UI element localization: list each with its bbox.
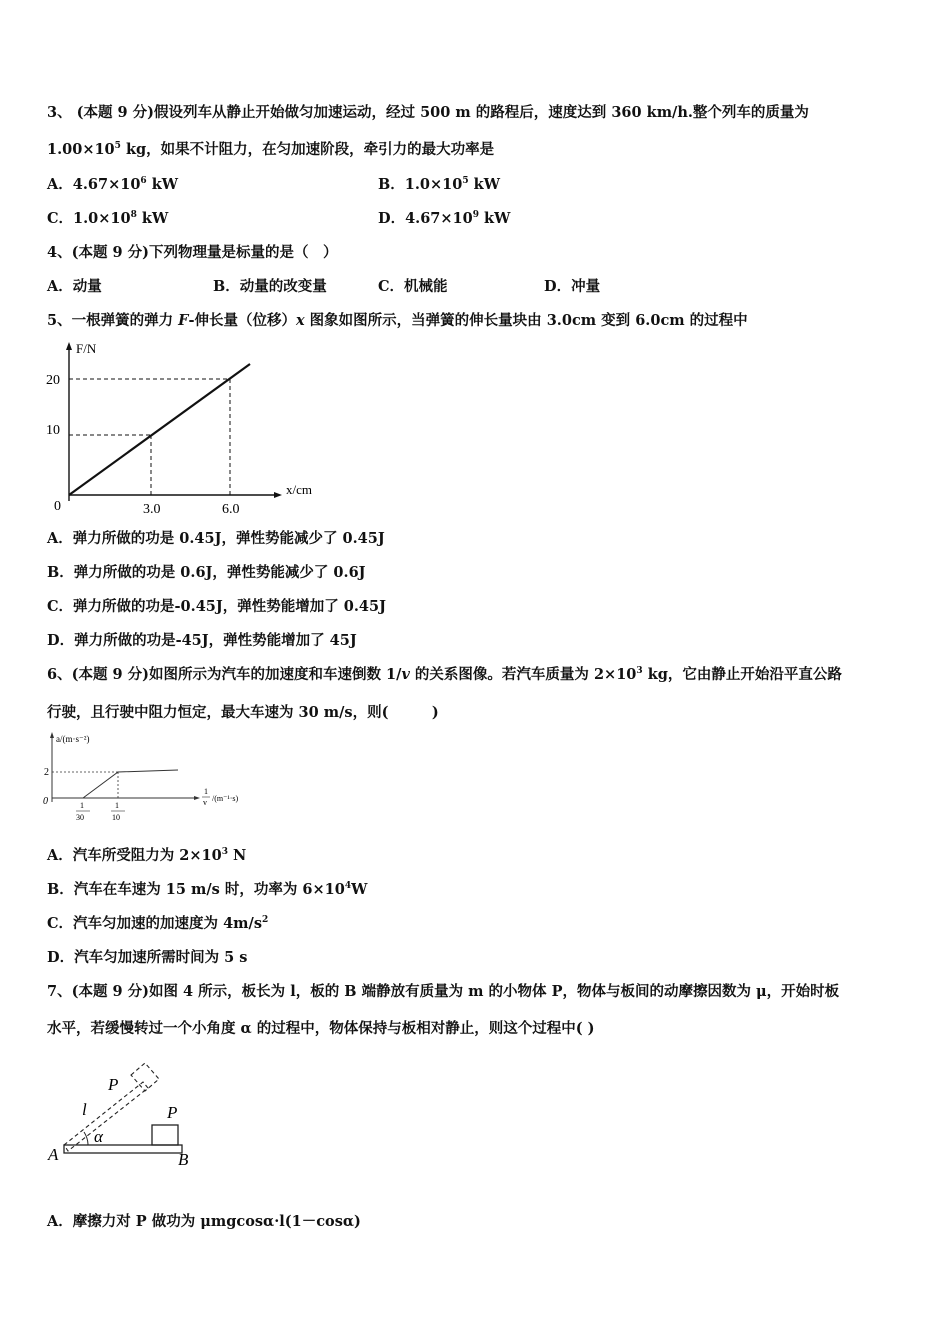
option-tail: N <box>227 847 247 864</box>
option-unit: kW <box>146 176 179 193</box>
q6-stem-line2: 行驶，且行驶中阻力恒定，最大车速为 30 m/s，则( ) <box>47 704 439 721</box>
q4-option-d[interactable]: D．冲量 <box>544 278 601 295</box>
origin-label: 0 <box>43 796 48 807</box>
origin-label: 0 <box>54 499 61 514</box>
q5-option-d[interactable]: D．弹力所做的功是-45J，弹性势能增加了 45J <box>47 632 357 649</box>
var-f: F <box>178 312 189 329</box>
y-axis-label: a/(m·s⁻²) <box>56 734 90 744</box>
q3-mass: 1.00×10 <box>47 141 115 158</box>
option-exp: 3 <box>221 847 228 857</box>
incline-board-figure <box>40 1052 210 1172</box>
q3-stem-tail: kg，如果不计阻力，在匀加速阶段，牵引力的最大功率是 <box>120 141 495 158</box>
block-p-tilted <box>131 1063 159 1091</box>
spring-force-graph <box>38 338 328 518</box>
option-text: A．汽车所受阻力为 2×10 <box>47 847 222 864</box>
var-v: v <box>401 666 410 683</box>
q3-option-d[interactable] <box>378 209 510 229</box>
block-p-flat <box>152 1125 178 1145</box>
x-axis-arrow <box>274 492 282 498</box>
label-p-right: P <box>167 1103 178 1122</box>
q6-stem-line1 <box>47 665 842 685</box>
force-line <box>69 364 250 495</box>
label-alpha: α <box>94 1127 103 1146</box>
option-exp: 4 <box>344 881 352 891</box>
q5-option-c[interactable]: C．弹力所做的功是-0.45J，弹性势能增加了 0.45J <box>47 598 386 615</box>
q3-option-b[interactable] <box>378 175 500 195</box>
option-value: 1.0×10 <box>73 210 131 227</box>
board-horizontal <box>64 1145 182 1153</box>
q5-stem <box>47 311 748 331</box>
q3-option-a[interactable] <box>47 175 178 195</box>
x-label-unit: /(m⁻¹·s) <box>212 794 239 803</box>
option-exp: 5 <box>462 176 469 186</box>
accel-curve <box>83 770 178 798</box>
stem-part: 图象如图所示，当弹簧的伸长量块由 3.0cm 变到 6.0cm 的过程中 <box>304 312 748 329</box>
acceleration-graph <box>38 728 268 828</box>
x-tick2-num: 1 <box>115 801 119 810</box>
stem-part: 5、一根弹簧的弹力 <box>47 312 179 329</box>
label-l: l <box>82 1100 87 1119</box>
q4-option-b[interactable]: B．动量的改变量 <box>213 278 327 295</box>
x-tick1-den: 30 <box>76 813 84 822</box>
stem-part: -伸长量（位移） <box>188 312 296 329</box>
x-tick2-den: 10 <box>112 813 120 822</box>
q4-option-c[interactable]: C．机械能 <box>378 278 448 295</box>
q5-option-b[interactable]: B．弹力所做的功是 0.6J，弹性势能减少了 0.6J <box>47 564 366 581</box>
stem-part: kg，它由静止开始沿平直公路 <box>642 666 842 683</box>
q3-mass-exp: 5 <box>114 141 121 151</box>
x-label-num: 1 <box>204 787 208 796</box>
option-tail: W <box>351 881 368 898</box>
option-text: B．汽车在车速为 15 m/s 时，功率为 6×10 <box>47 881 345 898</box>
x-axis-label: x/cm <box>286 482 312 497</box>
x-axis-arrow <box>194 796 200 800</box>
option-exp: 9 <box>472 210 479 220</box>
y-tick-2: 2 <box>44 767 49 778</box>
q3-stem-line2 <box>47 140 494 160</box>
option-label: D． <box>378 210 406 227</box>
q7-stem-line2: 水平，若缓慢转过一个小角度 α 的过程中，物体保持与板相对静止，则这个过程中( ) <box>47 1020 595 1037</box>
x-tick1-num: 1 <box>80 801 84 810</box>
q6-option-c[interactable] <box>47 914 268 934</box>
label-b: B <box>178 1150 189 1169</box>
x-label-den: v <box>203 798 207 807</box>
y-axis-arrow <box>50 732 54 738</box>
option-exp: 2 <box>261 915 269 925</box>
x-tick-6: 6.0 <box>222 502 240 517</box>
option-value: 4.67×10 <box>405 210 473 227</box>
q4-option-a[interactable]: A．动量 <box>47 278 102 295</box>
option-exp: 6 <box>140 176 147 186</box>
option-unit: kW <box>136 210 169 227</box>
q6-option-b[interactable] <box>47 880 367 900</box>
mass-exp: 3 <box>636 666 643 676</box>
y-tick-10: 10 <box>46 423 60 438</box>
stem-part: 的关系图像。若汽车质量为 2×10 <box>409 666 637 683</box>
option-text: C．汽车匀加速的加速度为 4m/s <box>47 915 262 932</box>
q3-option-c[interactable] <box>47 209 168 229</box>
label-a: A <box>48 1145 59 1164</box>
option-unit: kW <box>468 176 500 193</box>
option-label: A． <box>47 176 73 193</box>
option-exp: 8 <box>130 210 137 220</box>
y-axis-arrow <box>66 342 72 350</box>
option-value: 4.67×10 <box>72 176 141 193</box>
option-value: 1.0×10 <box>404 176 463 193</box>
q3-stem-line1: 3、 (本题 9 分)假设列车从静止开始做匀加速运动，经过 500 m 的路程后，速度达到 360 km/h.整个列车的质量为 <box>47 104 809 121</box>
var-x: x <box>295 312 305 329</box>
board-tilted <box>64 1082 148 1151</box>
option-text: D．汽车匀加速所需时间为 5 s <box>47 949 248 966</box>
option-label: C． <box>47 210 74 227</box>
y-tick-20: 20 <box>46 373 60 388</box>
q4-stem: 4、(本题 9 分)下列物理量是标量的是（ ） <box>47 244 338 261</box>
stem-part: 6、(本题 9 分)如图所示为汽车的加速度和车速倒数 1/ <box>47 666 402 683</box>
q6-option-d[interactable] <box>47 948 247 968</box>
q7-option-a[interactable]: A．摩擦力对 P 做功为 μmgcosα·l(1－cosα) <box>47 1213 361 1230</box>
option-unit: kW <box>479 210 511 227</box>
label-p-top: P <box>108 1075 119 1094</box>
q5-option-a[interactable]: A．弹力所做的功是 0.45J，弹性势能减少了 0.45J <box>47 530 385 547</box>
option-label: B． <box>378 176 405 193</box>
q6-option-a[interactable] <box>47 846 246 866</box>
q7-stem-line1: 7、(本题 9 分)如图 4 所示，板长为 l，板的 B 端静放有质量为 m 的小物体 P，物体与板间的动摩擦因数为 μ，开始时板 <box>47 983 840 1000</box>
x-tick-3: 3.0 <box>143 502 161 517</box>
y-axis-label: F/N <box>76 341 97 356</box>
